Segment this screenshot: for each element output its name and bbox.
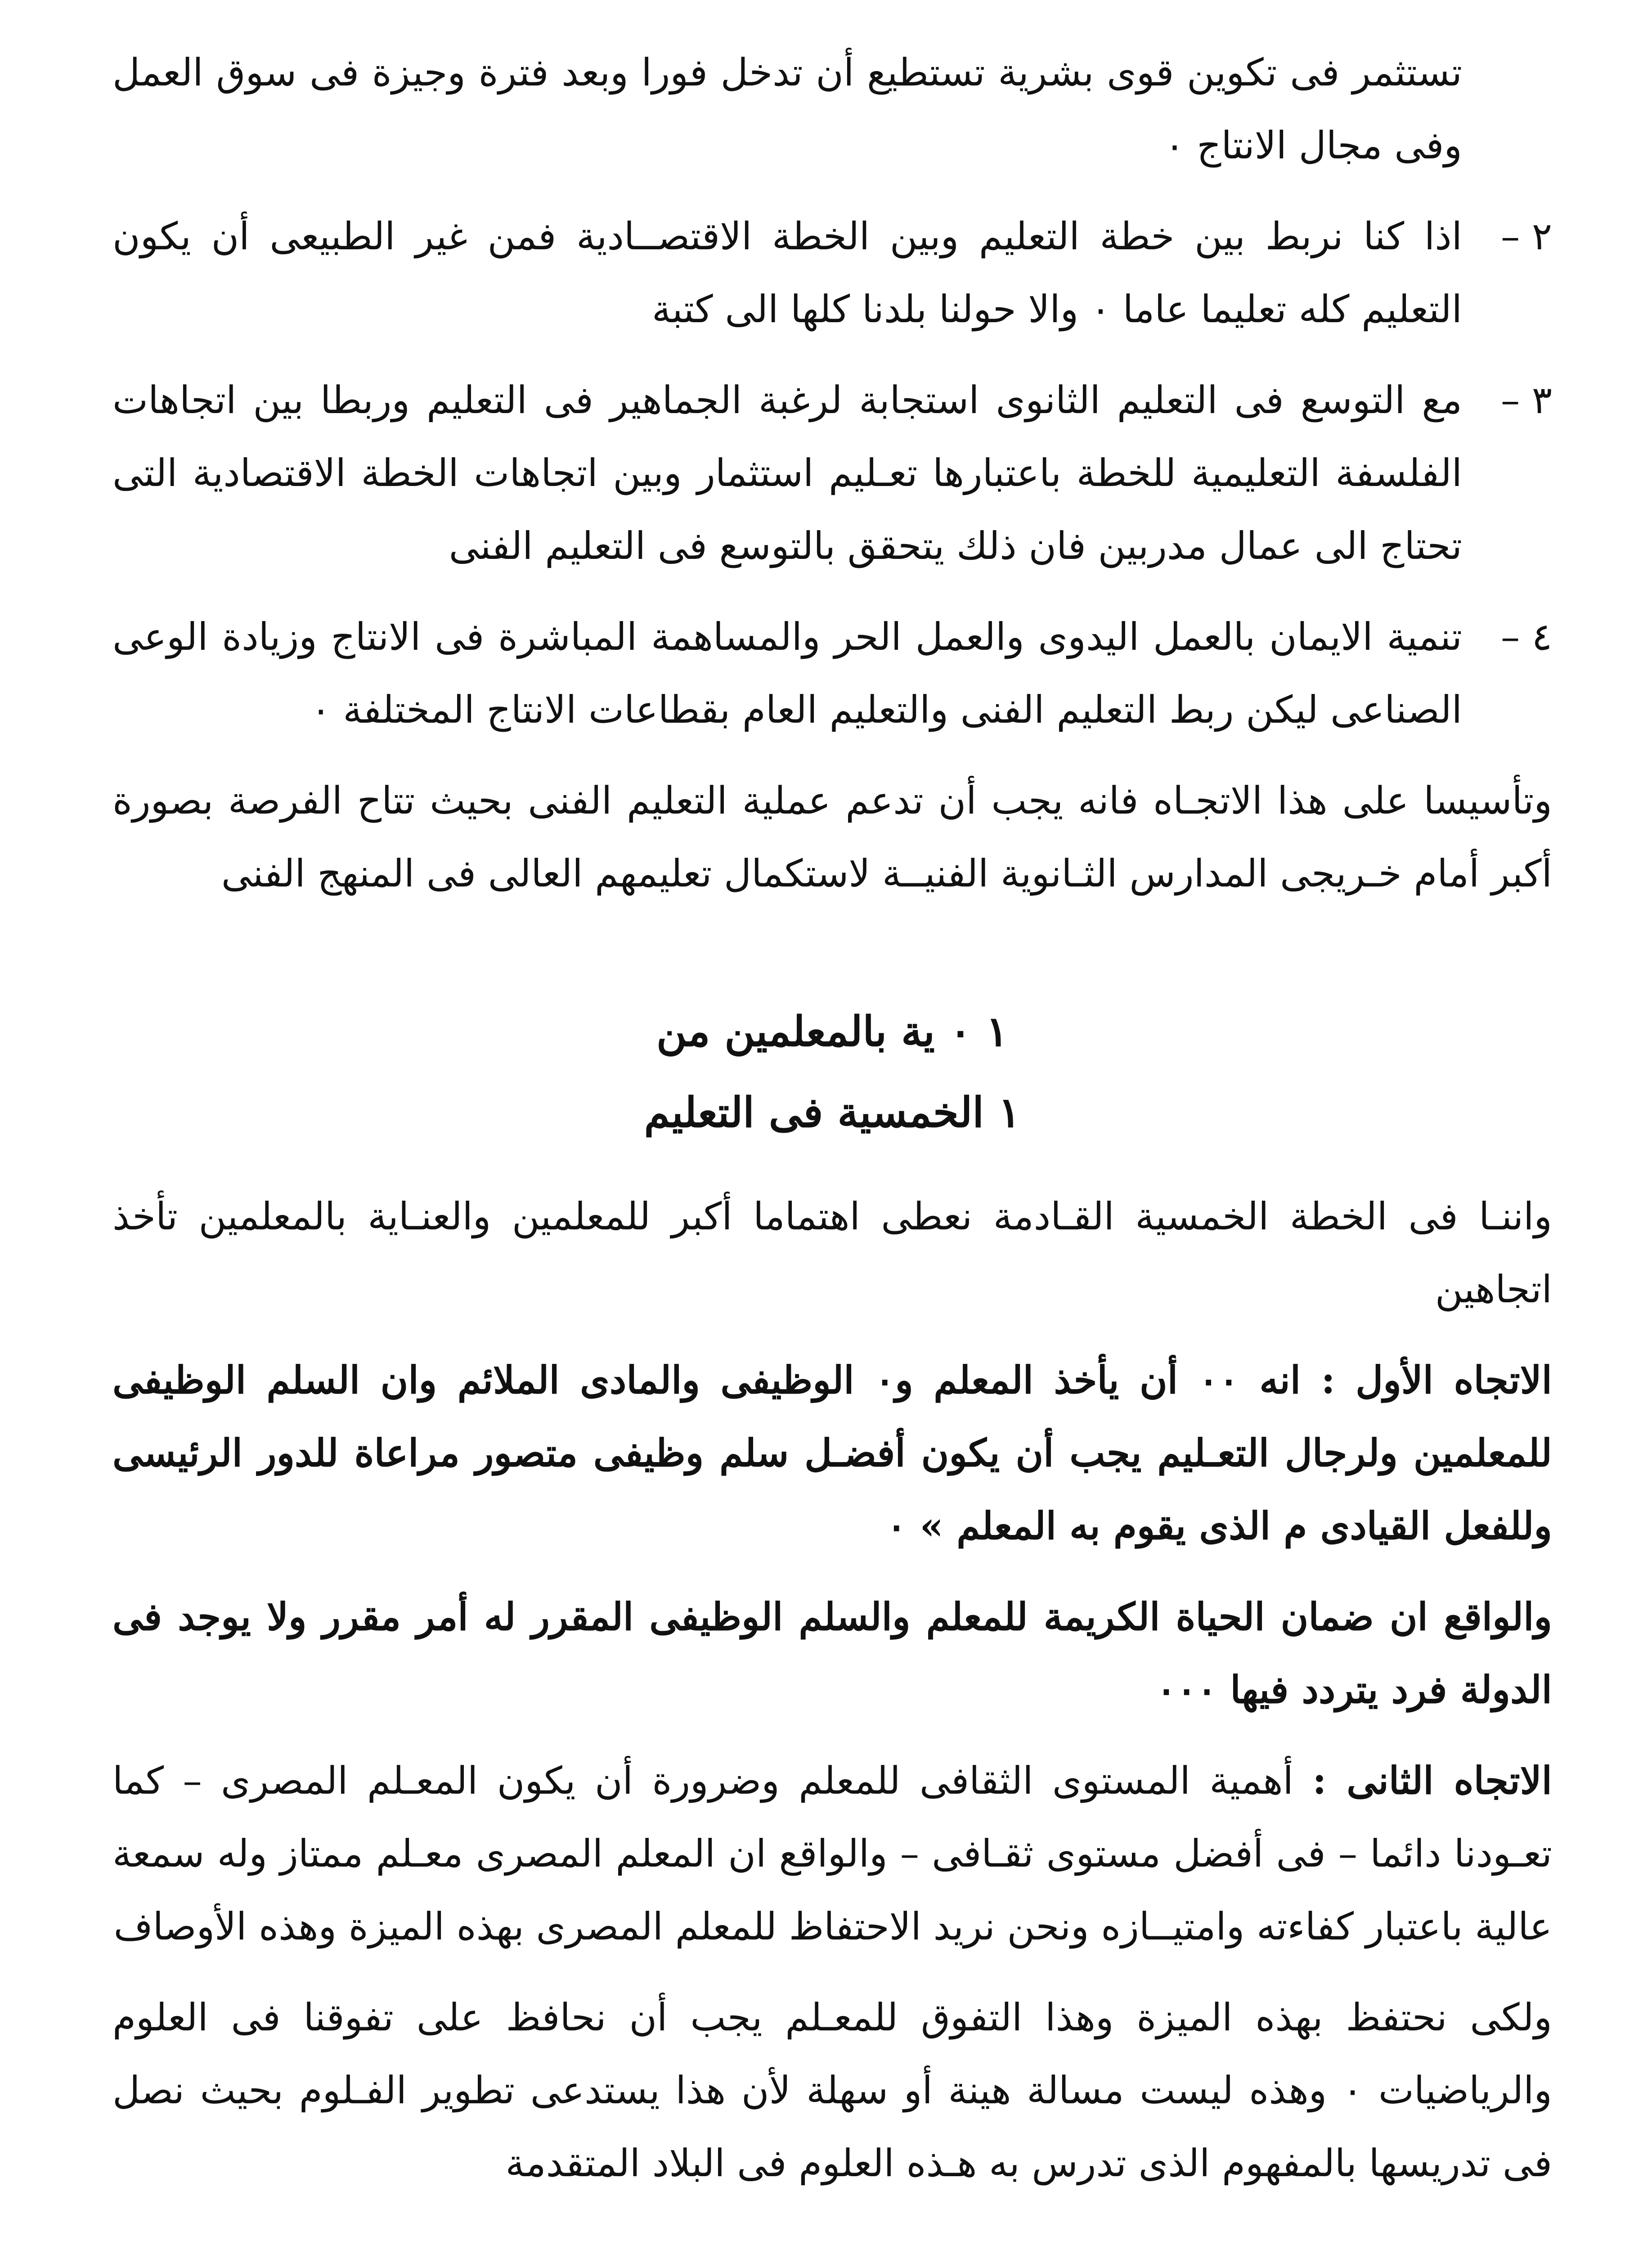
list-item-text: اذا كنا نربط بين خطة التعليم وبين الخطة الاقتصــادية فمن غير الطبيعى أن يكون التعليم كله تعليما عاما ٠ والا حولنا بلدنا كلها الى كتبة	[112, 214, 1462, 331]
list-item-4	[112, 600, 1552, 746]
list-item-number: ٣ –	[1501, 378, 1552, 422]
list-item-number: ٤ –	[1501, 615, 1552, 659]
intro-paragraph: تستثمر فى تكوين قوى بشرية تستطيع أن تدخل فورا وبعد فترة وجيزة فى سوق العمل وفى مجال الانتاج ٠	[112, 50, 1462, 167]
list-item-2	[112, 200, 1552, 346]
section-heading-line-1: ١ ٠ ية بالمعلمين من	[656, 1007, 1008, 1056]
list-item-number: ٢ –	[1501, 214, 1552, 258]
technical-education-paragraph: وتأسيسا على هذا الاتجـاه فانه يجب أن تدعم عملية التعليم الفنى بحيث تتاح الفرصة بصورة أكبر أمام خـريجى المدارس الثـانوية الفنيــة لاستكمال تعليمهم العالى فى المنهج الفنى	[112, 778, 1552, 896]
first-direction-paragraph	[112, 1344, 1552, 1562]
five-year-plan-paragraph: واننـا فى الخطة الخمسية القـادمة نعطى اهتماما أكبر للمعلمين والعنـاية بالمعلمين تأخذ اتجاهين	[112, 1194, 1552, 1311]
first-direction-label: الاتجاه الأول :	[1321, 1358, 1552, 1402]
second-direction-paragraph	[112, 1744, 1552, 1963]
first-direction-text: انه ٠٠ أن يأخذ المعلم و٠ الوظيفى والمادى الملائم وان السلم الوظيفى للمعلمين ولرجال التعـليم يجب أن يكون أفضـل سلم وظيفى متصور مراعاة للدور الرئيسى وللفعل القيادى م الذى يقوم به المعلم » ٠	[112, 1358, 1552, 1548]
section-heading	[112, 991, 1552, 1153]
science-paragraph: ولكى نحتفظ بهذه الميزة وهذا التفوق للمعـلم يجب أن نحافظ على تفوقنا فى العلوم والرياضيات ٠ وهذه ليست مسالة هينة أو سهلة لأن هذا يستدعى تطوير الفـلوم بحيث نصل فى تدريسها بالمفهوم الذى تدرس به هـذه العلوم فى البلاد المتقدمة	[112, 1995, 1553, 2185]
list-item-3	[112, 364, 1552, 582]
list-item-text: تنمية الايمان بالعمل اليدوى والعمل الحر والمساهمة المباشرة فى الانتاج وزيادة الوعى الصناعى ليكن ربط التعليم الفنى والتعليم العام بقطاعات الانتاج المختلفة ٠	[112, 615, 1462, 732]
list-item-text: مع التوسع فى التعليم الثانوى استجابة لرغبة الجماهير فى التعليم وربطا بين اتجاهات الفلسفة التعليمية للخطة باعتبارها تعـليم استثمار وبين اتجاهات الخطة الاقتصادية التى تحتاج الى عمال مدربين فان ذلك يتحقق بالتوسع فى التعليم الفنى	[112, 378, 1462, 568]
document-page	[112, 36, 1552, 2218]
second-direction-label: الاتجاه الثانى :	[1312, 1758, 1553, 1803]
section-heading-line-2: ١ الخمسية فى التعليم	[644, 1088, 1021, 1137]
reality-paragraph: والواقع ان ضمان الحياة الكريمة للمعلم والسلم الوظيفى المقرر له أمر مقرر ولا يوجد فى الدولة فرد يتردد فيها ٠٠٠	[112, 1594, 1552, 1712]
second-direction-text: أهمية المستوى الثقافى للمعلم وضرورة أن يكون المعـلم المصرى – كما تعـودنا دائما – فى أفضل مستوى ثقـافى – والواقع ان المعلم المصرى معـلم ممتاز وله سمعة عالية باعتبار كفاءته وامتيــازه ونحن نريد الاحتفاظ للمعلم المصرى بهذه الميزة وهذه الأوصاف	[112, 1759, 1552, 1948]
